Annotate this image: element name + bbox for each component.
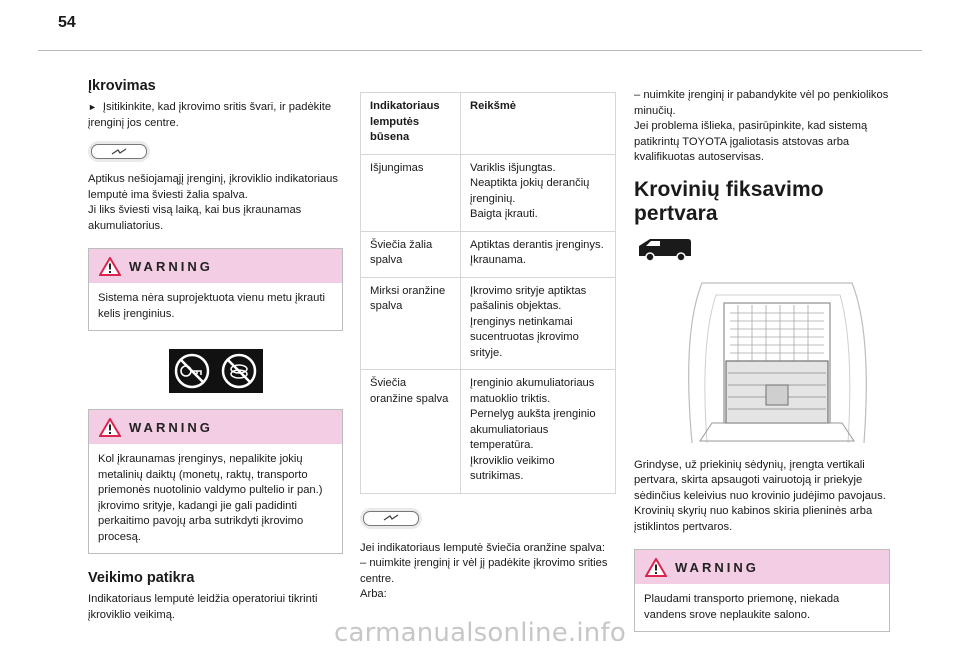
- charging-paragraph: Ji liks šviesti visą laiką, kai bus įkraunamas akumuliatorius.: [88, 204, 302, 232]
- table-cell-meaning: Aptiktas derantis įrenginys. Įkraunama.: [461, 231, 616, 277]
- table-cell-status: Šviečia oranžine spalva: [361, 370, 461, 494]
- partition-illustration: [672, 273, 890, 450]
- warning-box-2: [88, 409, 343, 554]
- warning-triangle-icon: [99, 257, 121, 276]
- remove-replace-paragraph: – nuimkite įrenginį ir vėl jį padėkite įkrovimo srities centre.: [360, 557, 608, 585]
- warning-text: Sistema nėra suprojektuota vienu metu įkrauti kelis įrenginius.: [98, 292, 325, 320]
- column-2: [360, 92, 616, 603]
- table-cell-meaning: Variklis išjungtas. Neaptikta jokių derančių įrenginių. Baigta įkrauti.: [461, 154, 616, 231]
- warning-triangle-icon: [99, 418, 121, 437]
- footer-watermark: carmanualsonline.info: [334, 618, 626, 648]
- table-row: [361, 231, 616, 277]
- detection-paragraph: Aptikus nešiojamąjį įrenginį, įkroviklio indikatoriaus lemputė ima šviesti žalia spalva.: [88, 173, 338, 201]
- table-cell-meaning: Įkrovimo srityje aptiktas pašalinis objektas. Įrenginys netinkamai sucentruotas įkrovimo srityje.: [461, 277, 616, 370]
- charge-indicator-image: [88, 141, 343, 162]
- van-silhouette-icon: [636, 236, 890, 267]
- charge-indicator-icon: [360, 508, 422, 529]
- table-row: [361, 277, 616, 370]
- table-row: [361, 370, 616, 494]
- charge-indicator-image: [360, 508, 616, 529]
- header-divider: [38, 50, 922, 51]
- column-3: [634, 88, 890, 632]
- warning-text: Plaudami transporto priemonę, niekada vandens srove neplaukite salono.: [644, 593, 840, 621]
- section-heading-charging: Įkrovimas: [88, 78, 156, 94]
- table-cell-status: Išjungimas: [361, 154, 461, 231]
- table-cell-status: Šviečia žalia spalva: [361, 231, 461, 277]
- warning-title: WARNING: [675, 559, 759, 575]
- column-1: [88, 78, 343, 623]
- check-paragraph: Indikatoriaus lemputė leidžia operatoriui tikrinti įkroviklio veikimą.: [88, 593, 318, 621]
- table-header-meaning: Reikšmė: [461, 93, 616, 155]
- table-header-status: Indikatoriaus lemputės būsena: [361, 93, 461, 155]
- section-heading-partition: Krovinių fiksavimo pertvara: [634, 177, 824, 225]
- steel-partition-paragraph: Krovinių skyrių nuo kabinos skiria plieninės arba įstiklintos pertvaros.: [634, 505, 873, 533]
- partition-paragraph: Grindyse, už priekinių sėdynių, įrengta vertikali pertvara, skirta apsaugoti vairuotoją ir priekyje sėdinčius keleivius nuo krovinio judėjimo pavojaus.: [634, 458, 886, 502]
- or-paragraph: Arba:: [360, 588, 387, 600]
- bullet-paragraph: ► Įsitikinkite, kad įkrovimo sritis švari, ir padėkite įrenginį jos centre.: [88, 101, 332, 129]
- retry-paragraph: – nuimkite įrenginį ir pabandykite vėl po penkiolikos minučių.: [634, 89, 889, 117]
- warning-title: WARNING: [129, 258, 213, 274]
- warning-title: WARNING: [129, 419, 213, 435]
- warning-triangle-icon: [645, 558, 667, 577]
- table-cell-meaning: Įrenginio akumuliatoriaus matuoklio triktis. Pernelyg aukšta įrenginio akumuliatoriaus temperatūra. Įkroviklio veikimo sutrikimas.: [461, 370, 616, 494]
- bullet-arrow-icon: ►: [88, 102, 97, 112]
- table-cell-status: Mirksi oranžine spalva: [361, 277, 461, 370]
- section-heading-check: Veikimo patikra: [88, 570, 195, 586]
- warning-box-1: [88, 248, 343, 331]
- page-number: 54: [58, 14, 76, 31]
- orange-paragraph: Jei indikatoriaus lemputė šviečia oranžine spalva:: [360, 541, 606, 554]
- prohibition-icons-image: [88, 349, 343, 393]
- indicator-status-table: [360, 92, 616, 494]
- dealer-paragraph: Jei problema išlieka, pasirūpinkite, kad sistemą patikrintų TOYOTA įgaliotasis atstovas arba kvalifikuotas autoservisas.: [634, 120, 868, 163]
- table-row: [361, 154, 616, 231]
- charge-indicator-icon: [88, 141, 150, 162]
- table-header-row: [361, 93, 616, 155]
- warning-text: Kol įkraunamas įrenginys, nepalikite jokių metalinių daiktų (monetų, raktų, transporto priemonės nuotolinio valdymo pultelio ir pan.) įkrovimo srityje, kadangi jie gali padidinti perkaitimo pavojų arba sutrikdyti įkrovimo procesą.: [98, 453, 323, 543]
